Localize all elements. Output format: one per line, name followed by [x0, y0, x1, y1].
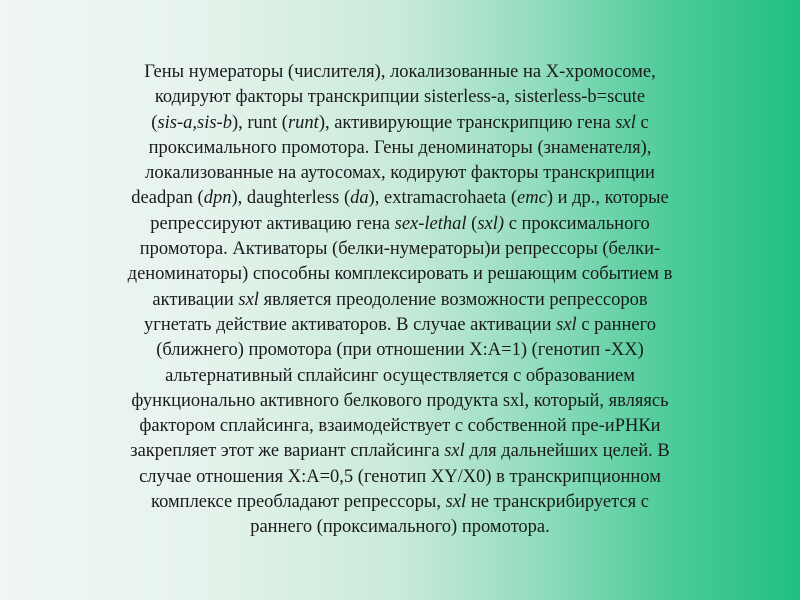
text-line — [40, 439, 760, 464]
text-line — [40, 60, 760, 85]
text-line — [40, 313, 760, 338]
text-segment: промотора. Активаторы (белки-нумераторы)и репрессоры (белки- — [139, 239, 661, 260]
text-segment: активации — [152, 289, 239, 310]
text-line — [40, 490, 760, 515]
italic-text-segment: sxl — [444, 441, 465, 462]
italic-text-segment: sxl — [445, 492, 467, 513]
text-line — [40, 288, 760, 313]
text-line — [40, 364, 760, 389]
text-line — [40, 338, 760, 363]
text-line — [40, 186, 760, 211]
text-segment: угнетать действие активаторов. В случае активации — [143, 314, 557, 335]
text-segment: с — [635, 112, 649, 133]
text-line — [40, 161, 760, 186]
text-segment: для дальнейших целей. В — [464, 441, 670, 462]
text-segment: Гены нумераторы (числителя), локализованные на X-хромосоме, — [144, 62, 656, 82]
italic-text-segment: dpn — [203, 188, 232, 209]
text-segment: случае отношения Х:А=0,5 (генотип XY/X0) в транскрипционном — [139, 466, 661, 487]
text-segment: раннего (проксимального) промотора. — [250, 517, 550, 538]
text-segment: ), runt ( — [231, 112, 288, 133]
italic-text-segment: sxl — [238, 289, 259, 310]
text-segment: ( — [466, 213, 478, 234]
text-segment: с проксимального — [504, 213, 650, 234]
text-segment: альтернативный сплайсинг осуществляется с образованием — [165, 365, 635, 386]
text-line — [40, 262, 760, 287]
text-segment: ), extramacrohaeta ( — [368, 188, 518, 209]
text-line — [40, 414, 760, 439]
text-segment: деноминаторы) способны комплексировать и решающим событием в — [127, 264, 673, 285]
slide-body-text — [40, 60, 760, 541]
text-segment: ) и др., которые — [546, 188, 669, 209]
italic-text-segment: sxl — [615, 112, 636, 133]
text-line — [40, 111, 760, 136]
italic-text-segment: da — [350, 188, 369, 209]
italic-text-segment: sis-a,sis-b — [157, 112, 232, 133]
text-line — [40, 237, 760, 262]
text-line — [40, 85, 760, 110]
italic-text-segment: runt — [287, 112, 319, 133]
text-segment: закрепляет этот же вариант сплайсинга — [130, 441, 445, 462]
text-segment: комплексе преобладают репрессоры, — [151, 492, 446, 513]
italic-text-segment: sxl — [556, 314, 577, 335]
text-segment: функционально активного белкового продукта sxl, который, являясь — [131, 390, 669, 411]
text-segment: ), daughterless ( — [231, 188, 351, 209]
text-segment: deadpan ( — [131, 188, 204, 209]
italic-text-segment: emc — [517, 188, 547, 209]
text-line — [40, 389, 760, 414]
text-line — [40, 465, 760, 490]
text-segment: с раннего — [576, 314, 657, 335]
text-segment: проксимального промотора. Гены деноминаторы (знаменателя), — [148, 137, 652, 158]
text-line — [40, 515, 760, 540]
text-segment: не транскрибируется с — [466, 492, 649, 513]
text-segment: локализованные на аутосомах, кодируют факторы транскрипции — [145, 163, 655, 184]
italic-text-segment: sxl) — [477, 213, 505, 234]
text-segment: ), активирующие транскрипцию гена — [318, 112, 616, 133]
italic-text-segment: sex-lethal — [394, 213, 467, 234]
text-segment: репрессируют активацию гена — [150, 213, 395, 234]
text-line — [40, 212, 760, 237]
text-segment: ( — [151, 112, 158, 133]
text-segment: кодируют факторы транскрипции sisterless-a, sisterless-b=scute — [154, 87, 646, 108]
text-segment: (ближнего) промотора (при отношении Х:А=1) (генотип -ХХ) — [156, 340, 644, 361]
text-line — [40, 136, 760, 161]
text-segment: является преодоление возможности репрессоров — [258, 289, 648, 310]
text-segment: фактором сплайсинга, взаимодействует с собственной пре-иРНКи — [139, 416, 661, 437]
